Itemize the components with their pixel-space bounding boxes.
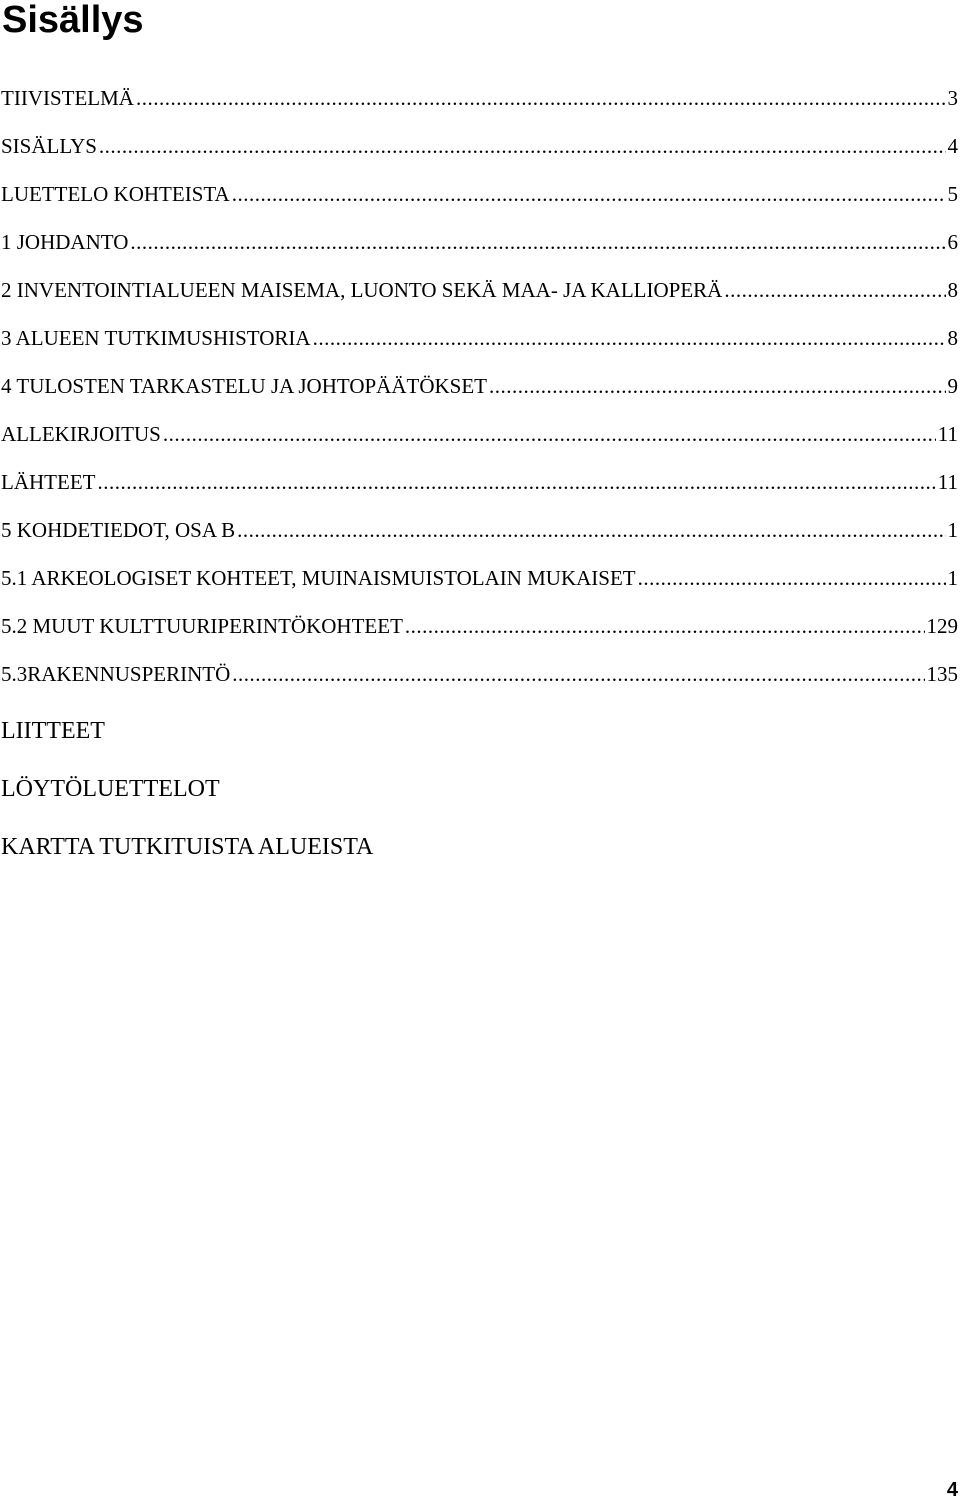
toc-entry-page: 11	[937, 470, 958, 494]
toc-dot-leader	[163, 410, 936, 458]
toc-entry-label: 5.3RAKENNUSPERINTÖ	[1, 662, 231, 686]
page-title: Sisällys	[2, 0, 144, 41]
toc-entry-label: TIIVISTELMÄ	[1, 86, 134, 110]
toc-entry-allekirjoitus	[0, 410, 960, 458]
toc-dot-leader	[638, 554, 946, 602]
toc-entry-tulosten-tarkastelu	[0, 362, 960, 410]
toc-entry-kulttuuriperintokohteet	[0, 602, 960, 650]
toc-entry-page: 1	[947, 518, 958, 542]
toc-dot-leader	[99, 122, 946, 170]
toc-dot-leader	[313, 314, 946, 362]
toc-entry-page: 6	[947, 230, 958, 254]
toc-entry-sisallys	[0, 122, 960, 170]
toc-entry-page: 8	[947, 326, 958, 350]
toc-dot-leader	[97, 458, 935, 506]
toc-entry-page: 135	[926, 662, 958, 686]
page-number: 4	[946, 1479, 958, 1501]
toc-entry-label: 5 KOHDETIEDOT, OSA B	[1, 518, 236, 542]
toc-entry-page: 3	[947, 86, 958, 110]
toc-dot-leader	[489, 362, 945, 410]
toc-entry-johdanto	[0, 218, 960, 266]
toc-entry-lahteet	[0, 458, 960, 506]
toc-entry-label: 5.2 MUUT KULTTUURIPERINTÖKOHTEET	[1, 614, 403, 638]
toc-entry-label: LÄHTEET	[1, 470, 96, 494]
toc-entry-luettelo-kohteista	[0, 170, 960, 218]
appendix-loytoluettelot: LÖYTÖLUETTELOT	[1, 776, 220, 802]
toc-entry-page: 1	[947, 566, 958, 590]
toc-entry-inventointialue	[0, 266, 960, 314]
toc-entry-arkeologiset-kohteet	[0, 554, 960, 602]
toc-dot-leader	[130, 218, 945, 266]
toc-entry-page: 129	[926, 614, 958, 638]
toc-dot-leader	[405, 602, 925, 650]
toc-entry-page: 5	[947, 182, 958, 206]
toc-entry-label: 1 JOHDANTO	[1, 230, 129, 254]
appendix-liitteet: LIITTEET	[1, 718, 105, 744]
toc-entry-tutkimushistoria	[0, 314, 960, 362]
toc-dot-leader	[237, 506, 945, 554]
toc-entry-page: 11	[937, 422, 958, 446]
toc-entry-label: LUETTELO KOHTEISTA	[1, 182, 230, 206]
toc-entry-tiivistelma	[0, 74, 960, 122]
toc-entry-kohdetiedot	[0, 506, 960, 554]
toc-entry-label: ALLEKIRJOITUS	[1, 422, 161, 446]
toc-entry-label: 3 ALUEEN TUTKIMUSHISTORIA	[1, 326, 311, 350]
toc-entry-label: 4 TULOSTEN TARKASTELU JA JOHTOPÄÄTÖKSET	[1, 374, 488, 398]
toc-entry-label: 2 INVENTOINTIALUEEN MAISEMA, LUONTO SEKÄ MAA- JA KALLIOPERÄ	[1, 278, 723, 302]
toc-entry-label: SISÄLLYS	[1, 134, 97, 158]
toc-dot-leader	[724, 266, 945, 314]
toc-dot-leader	[232, 170, 946, 218]
toc-entry-rakennusperinto	[0, 650, 960, 698]
toc-dot-leader	[232, 650, 924, 698]
table-of-contents	[0, 74, 960, 698]
toc-entry-page: 4	[947, 134, 958, 158]
appendix-kartta: KARTTA TUTKITUISTA ALUEISTA	[1, 834, 374, 860]
toc-entry-page: 9	[947, 374, 958, 398]
toc-dot-leader	[136, 74, 946, 122]
toc-entry-label: 5.1 ARKEOLOGISET KOHTEET, MUINAISMUISTOLAIN MUKAISET	[1, 566, 636, 590]
toc-entry-page: 8	[947, 278, 958, 302]
